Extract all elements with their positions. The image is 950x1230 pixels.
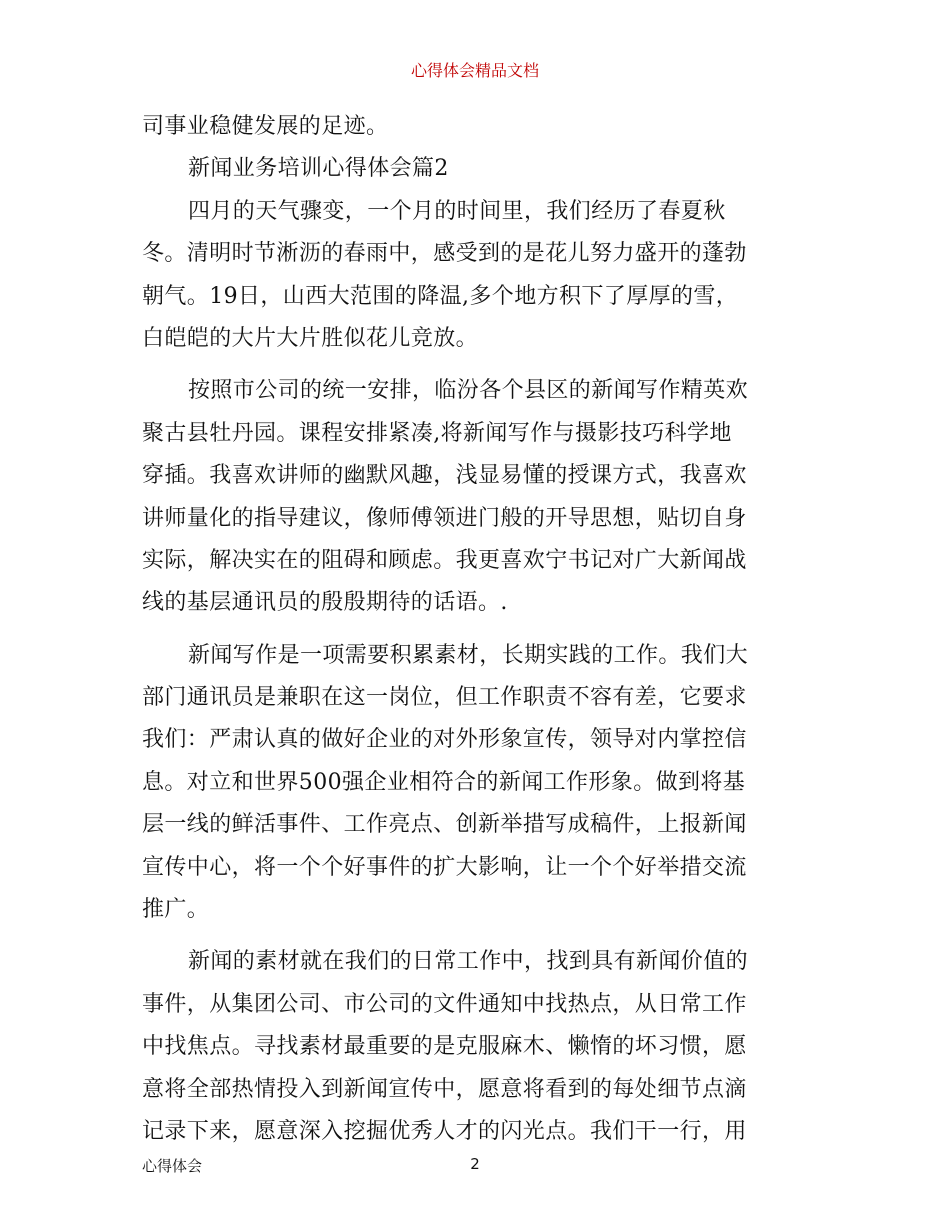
text-line: 穿插。我喜欢讲师的幽默风趣，浅显易懂的授课方式，我喜欢 bbox=[142, 463, 747, 489]
text-line: 层一线的鲜活事件、工作亮点、创新举措写成稿件，上报新闻 bbox=[142, 812, 747, 838]
paragraph-gap bbox=[142, 931, 812, 941]
text-line: 白皑皑的大片大片胜似花儿竞放。 bbox=[142, 325, 479, 351]
text-line: 记录下来，愿意深入挖掘优秀人才的闪光点。我们干一行，用 bbox=[142, 1118, 747, 1144]
text-line: 宣传中心，将一个个好事件的扩大影响，让一个个好举措交流 bbox=[142, 854, 747, 880]
footer-label: 心得体会 bbox=[142, 1157, 203, 1175]
text-line: 司事业稳健发展的足迹。 bbox=[142, 114, 389, 139]
paragraph-gap bbox=[142, 360, 812, 370]
paragraph-gap bbox=[142, 625, 812, 635]
text-line: 事件，从集团公司、市公司的文件通知中找热点，从日常工作 bbox=[142, 991, 747, 1017]
text-line: 冬。清明时节淅沥的春雨中，感受到的是花儿努力盛开的蓬勃 bbox=[142, 241, 747, 267]
text-line: 讲师量化的指导建议，像师傅领进门般的开导思想，贴切自身 bbox=[142, 505, 747, 531]
text-line: 朝气。19日，山西大范围的降温,多个地方积下了厚厚的雪， bbox=[142, 283, 739, 309]
text-line: 实际，解决实在的阻碍和顾虑。我更喜欢宁书记对广大新闻战 bbox=[142, 547, 747, 573]
section-heading: 新闻业务培训心得体会篇2 bbox=[188, 156, 449, 182]
text-line: 新闻的素材就在我们的日常工作中，找到具有新闻价值的 bbox=[188, 949, 749, 975]
text-line: 意将全部热情投入到新闻宣传中，愿意将看到的每处细节点滴 bbox=[142, 1076, 747, 1102]
page-header: 心得体会精品文档 bbox=[410, 61, 539, 80]
text-line: 线的基层通讯员的殷殷期待的话语。. bbox=[142, 590, 508, 616]
text-line: 新闻写作是一项需要积累素材，长期实践的工作。我们大 bbox=[188, 642, 749, 668]
text-line: 按照市公司的统一安排，临汾各个县区的新闻写作精英欢 bbox=[188, 378, 749, 404]
text-line: 部门通讯员是兼职在这一岗位，但工作职责不容有差，它要求 bbox=[142, 685, 747, 711]
text-line: 推广。 bbox=[142, 897, 210, 923]
text-line: 息。对立和世界500强企业相符合的新闻工作形象。做到将基 bbox=[142, 769, 746, 795]
text-line: 聚古县牡丹园。课程安排紧凑,将新闻写作与摄影技巧科学地 bbox=[142, 420, 732, 446]
text-line: 我们：严肃认真的做好企业的对外形象宣传，领导对内掌控信 bbox=[142, 727, 747, 753]
page-number: 2 bbox=[470, 1155, 480, 1173]
text-line: 四月的天气骤变，一个月的时间里，我们经历了春夏秋 bbox=[188, 198, 726, 224]
text-line: 中找焦点。寻找素材最重要的是克服麻木、懒惰的坏习惯，愿 bbox=[142, 1034, 747, 1060]
document-body bbox=[142, 106, 812, 1153]
